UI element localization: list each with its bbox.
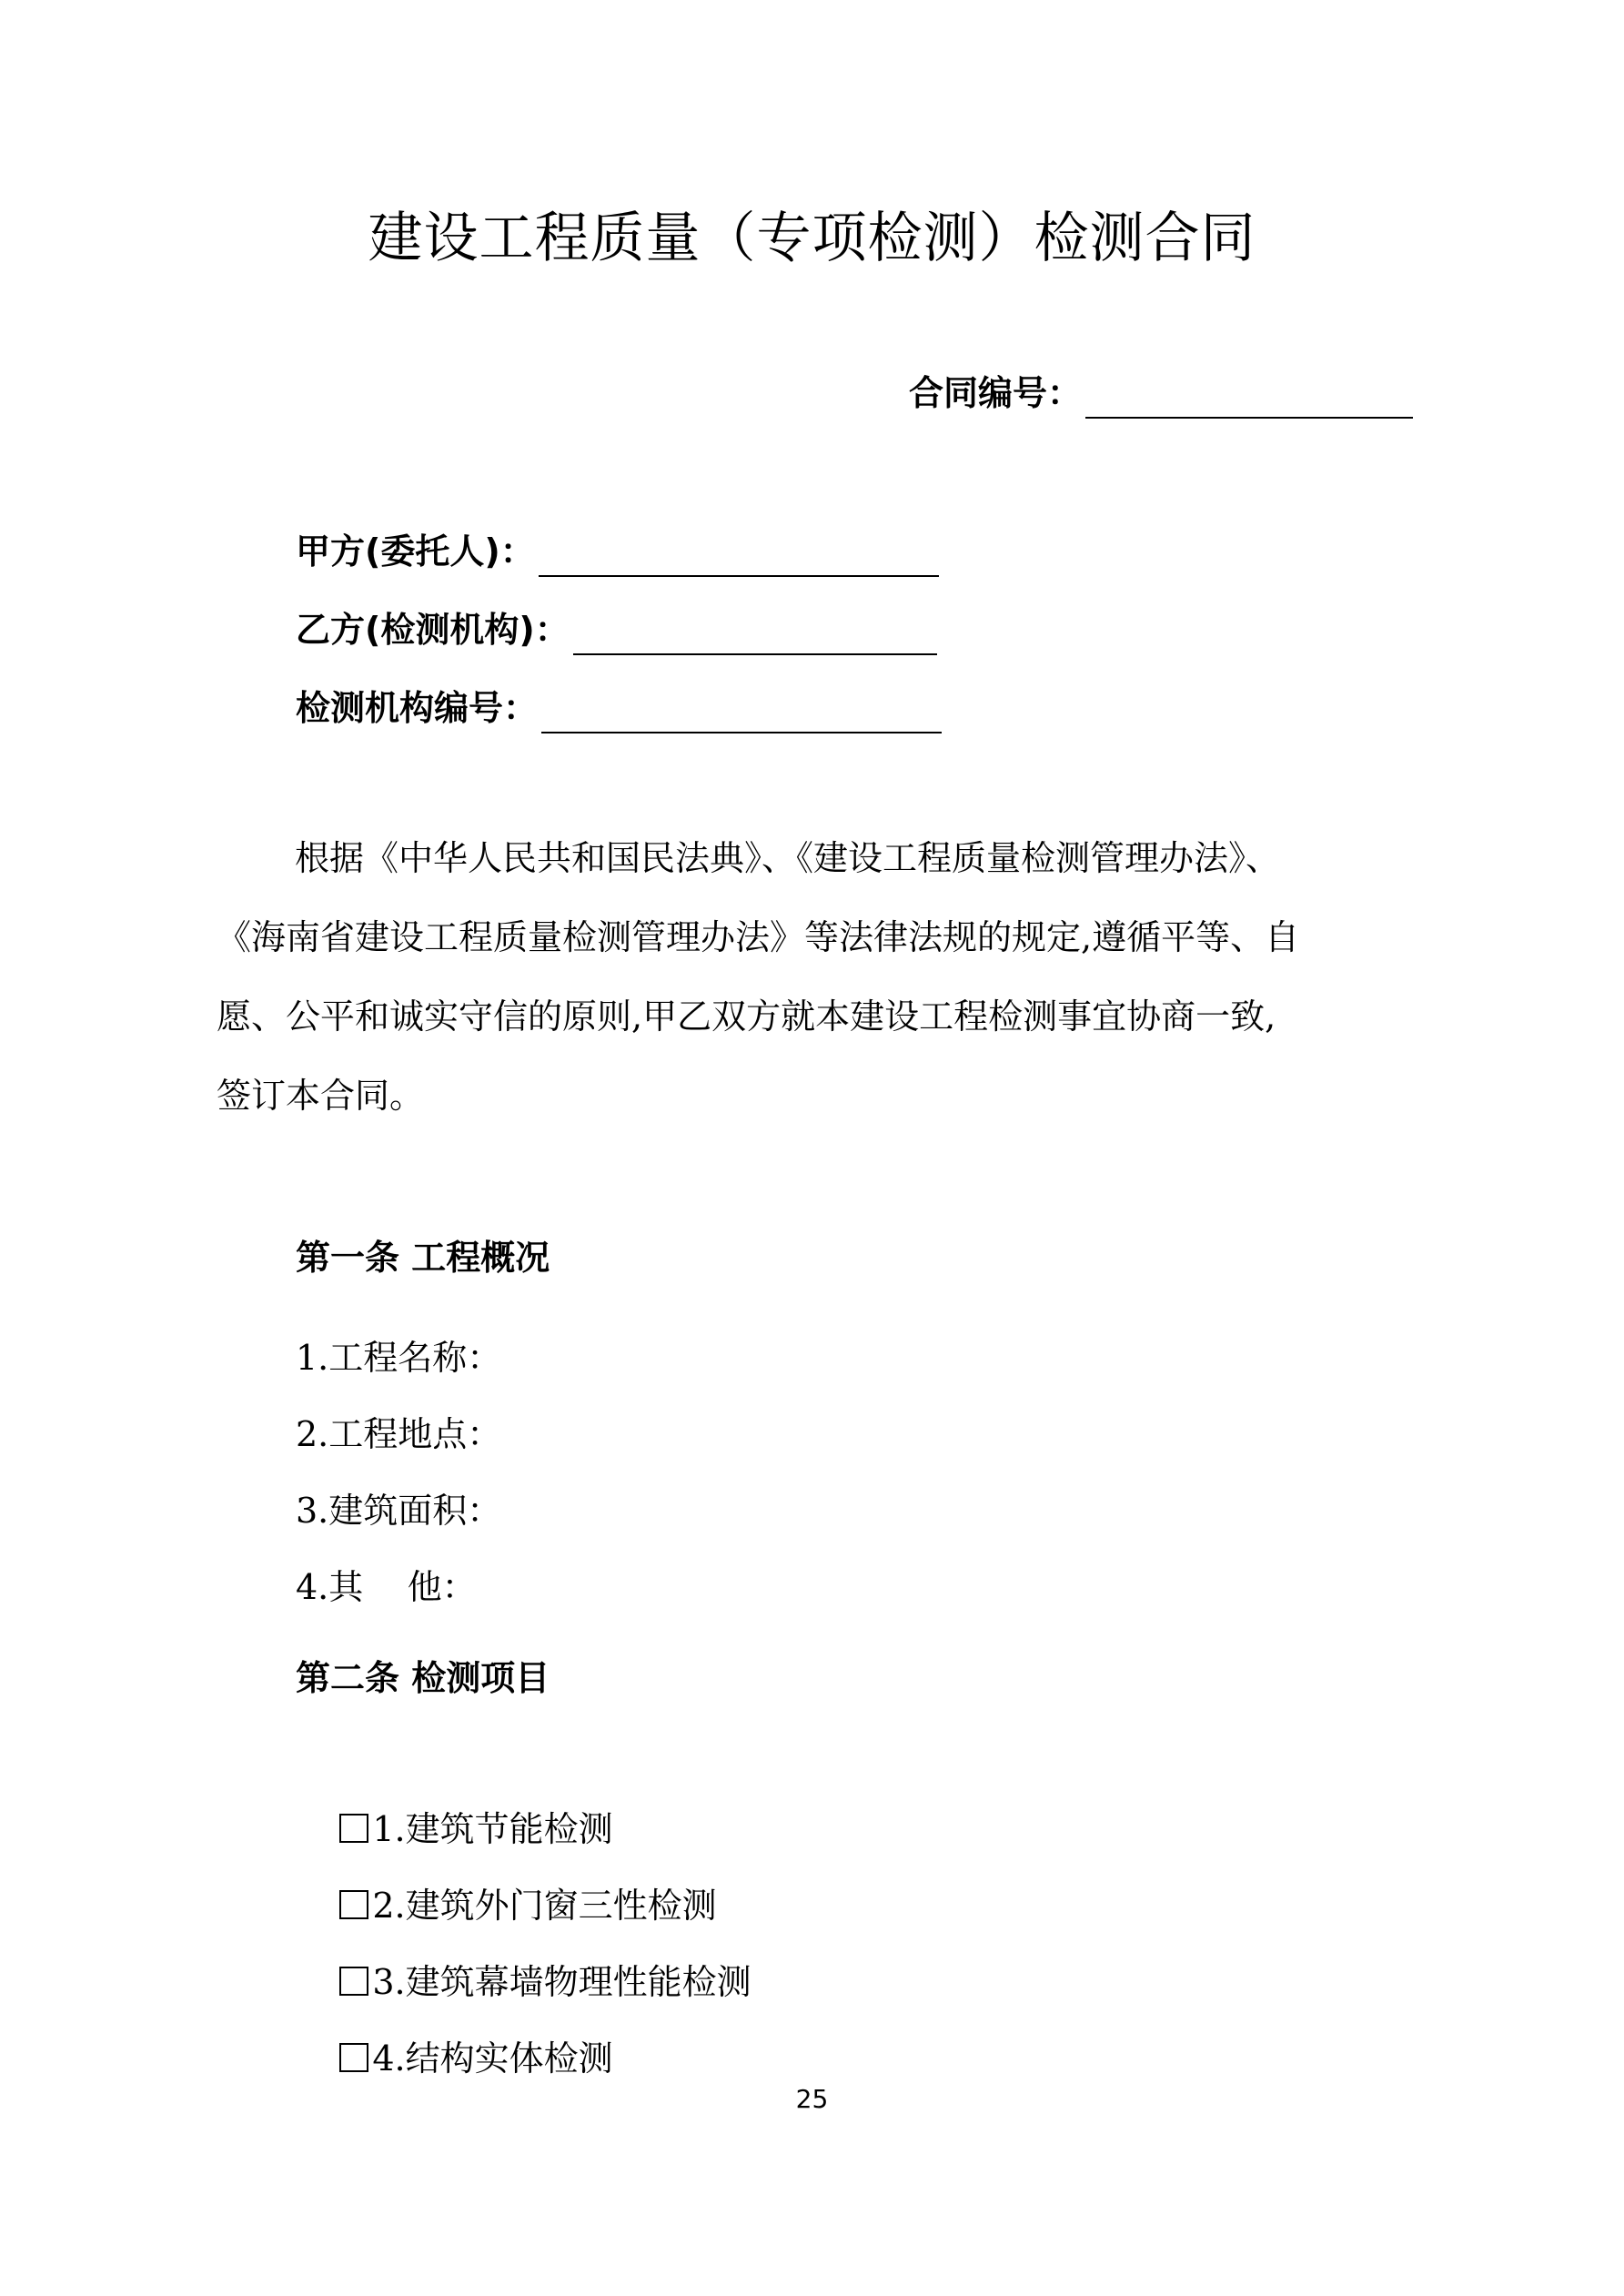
preamble-line: 《海南省建设工程质量检测管理办法》等法律法规的规定,遵循平等、自 [217,917,1300,957]
test-item-label: 4.结构实体检测 [372,2038,613,2079]
party-a-field [296,526,939,577]
other-item: 4.其 他： [296,1567,477,1607]
preamble-paragraph [217,819,1408,1136]
party-b-label: 乙方(检测机构)： [296,610,570,650]
contract-number-field [909,368,1413,419]
party-a-blank [539,539,939,577]
test-item-label: 1.建筑节能检测 [372,1809,613,1849]
project-name-item: 1.工程名称： [296,1338,502,1378]
party-a-label: 甲方(委托人)： [296,531,535,571]
page-number: 25 [795,2084,829,2114]
agency-number-blank [541,695,942,733]
article-2-heading: 第二条 检测项目 [296,1658,550,1698]
checkbox-icon[interactable] [339,2043,368,2072]
agency-number-field [296,683,942,733]
party-b-blank [573,617,937,655]
contract-number-blank [1085,380,1413,419]
project-location-item: 2.工程地点： [296,1414,502,1454]
document-title: 建设工程质量（专项检测）检测合同 [368,207,1256,270]
article-1-heading: 第一条 工程概况 [296,1238,550,1278]
preamble-line: 愿、公平和诚实守信的原则,甲乙双方就本建设工程检测事宜协商一致, [217,996,1276,1037]
contract-number-label: 合同编号： [908,373,1082,413]
preamble-line: 签订本合同。 [217,1076,425,1116]
agency-number-label: 检测机构编号： [296,688,539,728]
test-item-label: 3.建筑幕墙物理性能检测 [372,1962,751,2002]
preamble-line: 根据《中华人民共和国民法典》、《建设工程质量检测管理办法》、 [295,838,1281,878]
party-b-field [296,604,937,655]
building-area-item: 3.建筑面积： [296,1491,502,1531]
test-item-label: 2.建筑外门窗三性检测 [372,1886,717,1926]
